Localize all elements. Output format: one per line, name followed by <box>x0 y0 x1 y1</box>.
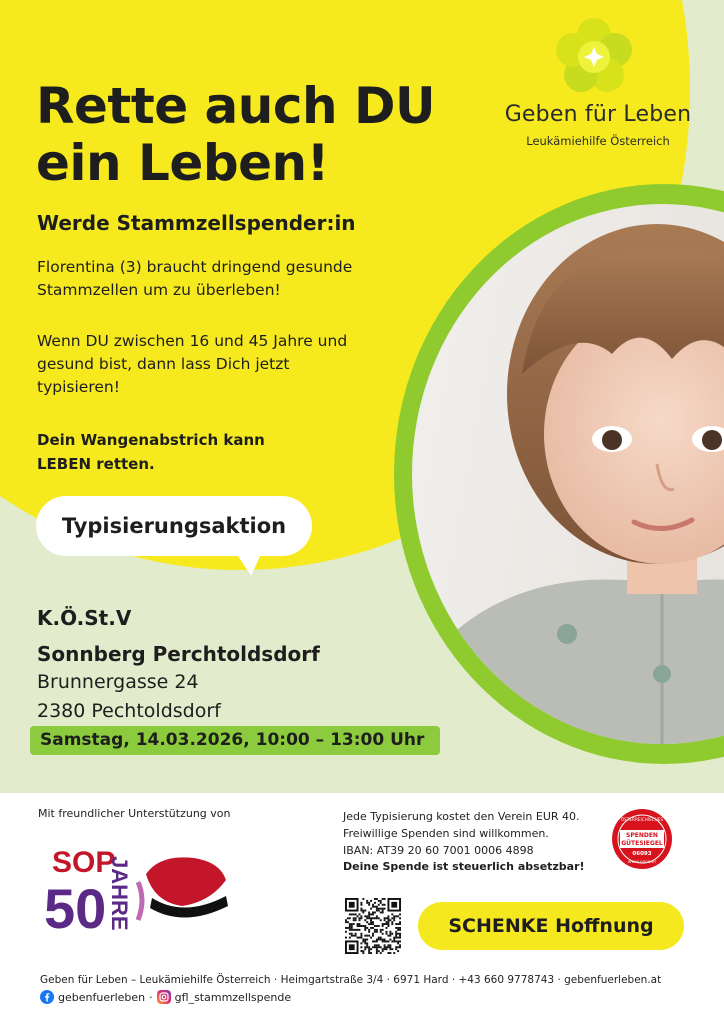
cta-banner <box>418 902 684 950</box>
iban: IBAN: AT39 20 60 7001 0006 4898 <box>343 844 534 857</box>
event-label: Typisierungsaktion <box>61 514 287 538</box>
headline-line-1: Rette auch DU <box>36 77 436 135</box>
support-label: Mit freundlicher Unterstützung von <box>38 807 231 820</box>
footer-contact: Geben für Leben – Leukämiehilfe Österreich · Heimgartstraße 3/4 · 6971 Hard · +43 660 9778743 · gebenfuerleben.at <box>40 974 662 986</box>
sponsor-logo-number: 50 <box>44 877 107 940</box>
address-city: 2380 Pechtoldsdorf <box>37 700 221 722</box>
social-links <box>40 990 295 1004</box>
headline <box>36 78 435 192</box>
seal-icon <box>611 808 673 870</box>
brand-name: Geben für Leben <box>504 102 692 127</box>
facebook-icon[interactable] <box>40 990 54 1004</box>
seal-mid-2: GÜTESIEGEL <box>621 840 663 847</box>
venue <box>37 600 320 672</box>
instagram-handle[interactable]: gfl_stammzellspende <box>174 990 292 1004</box>
headline-line-2: ein Leben! <box>36 134 329 192</box>
address-street: Brunnergasse 24 <box>37 671 199 693</box>
tax-deductible-note: Deine Spende ist steuerlich absetzbar! <box>343 860 585 873</box>
facebook-handle[interactable]: gebenfuerleben <box>58 990 146 1004</box>
cheek-swab-note: Dein Wangenabstrich kann LEBEN retten. <box>37 431 265 473</box>
donation-info-line-1: Jede Typisierung kostet den Verein EUR 40. <box>343 810 580 823</box>
sponsor-logo-word: JAHRE <box>107 856 132 931</box>
cta-label: SCHENKE Hoffnung <box>448 915 654 937</box>
event-label-bubble <box>36 496 312 556</box>
seal-url: WWW.OSGS.AT <box>627 859 657 864</box>
donation-info <box>343 808 593 859</box>
subheadline: Werde Stammzellspender:in <box>37 211 356 235</box>
brand-subtitle: Leukämiehilfe Österreich <box>526 134 670 148</box>
sponsor-logo <box>34 840 234 940</box>
instagram-icon[interactable] <box>157 990 171 1004</box>
sponsor-logo-letters: SOP <box>52 846 116 879</box>
social-separator: · <box>149 990 153 1004</box>
flower-logo-icon <box>553 16 635 98</box>
donation-info-line-2: Freiwillige Spenden sind willkommen. <box>343 827 549 840</box>
venue-line-1: K.Ö.St.V <box>37 606 132 630</box>
seal-top-text: ÖSTERREICHISCHES <box>620 817 664 822</box>
appeal-paragraph: Florentina (3) braucht dringend gesunde Stammzellen um zu überleben! <box>37 258 353 299</box>
venue-line-2: Sonnberg Perchtoldsdorf <box>37 642 320 666</box>
seal-number: 06093 <box>632 851 652 857</box>
address <box>37 668 221 726</box>
seal-mid-1: SPENDEN <box>626 832 658 839</box>
eligibility-paragraph: Wenn DU zwischen 16 und 45 Jahre und gesund bist, dann lass Dich jetzt typisieren! <box>37 332 348 396</box>
qr-code-icon[interactable] <box>345 898 401 954</box>
event-date-time: Samstag, 14.03.2026, 10:00 – 13:00 Uhr <box>40 730 425 750</box>
